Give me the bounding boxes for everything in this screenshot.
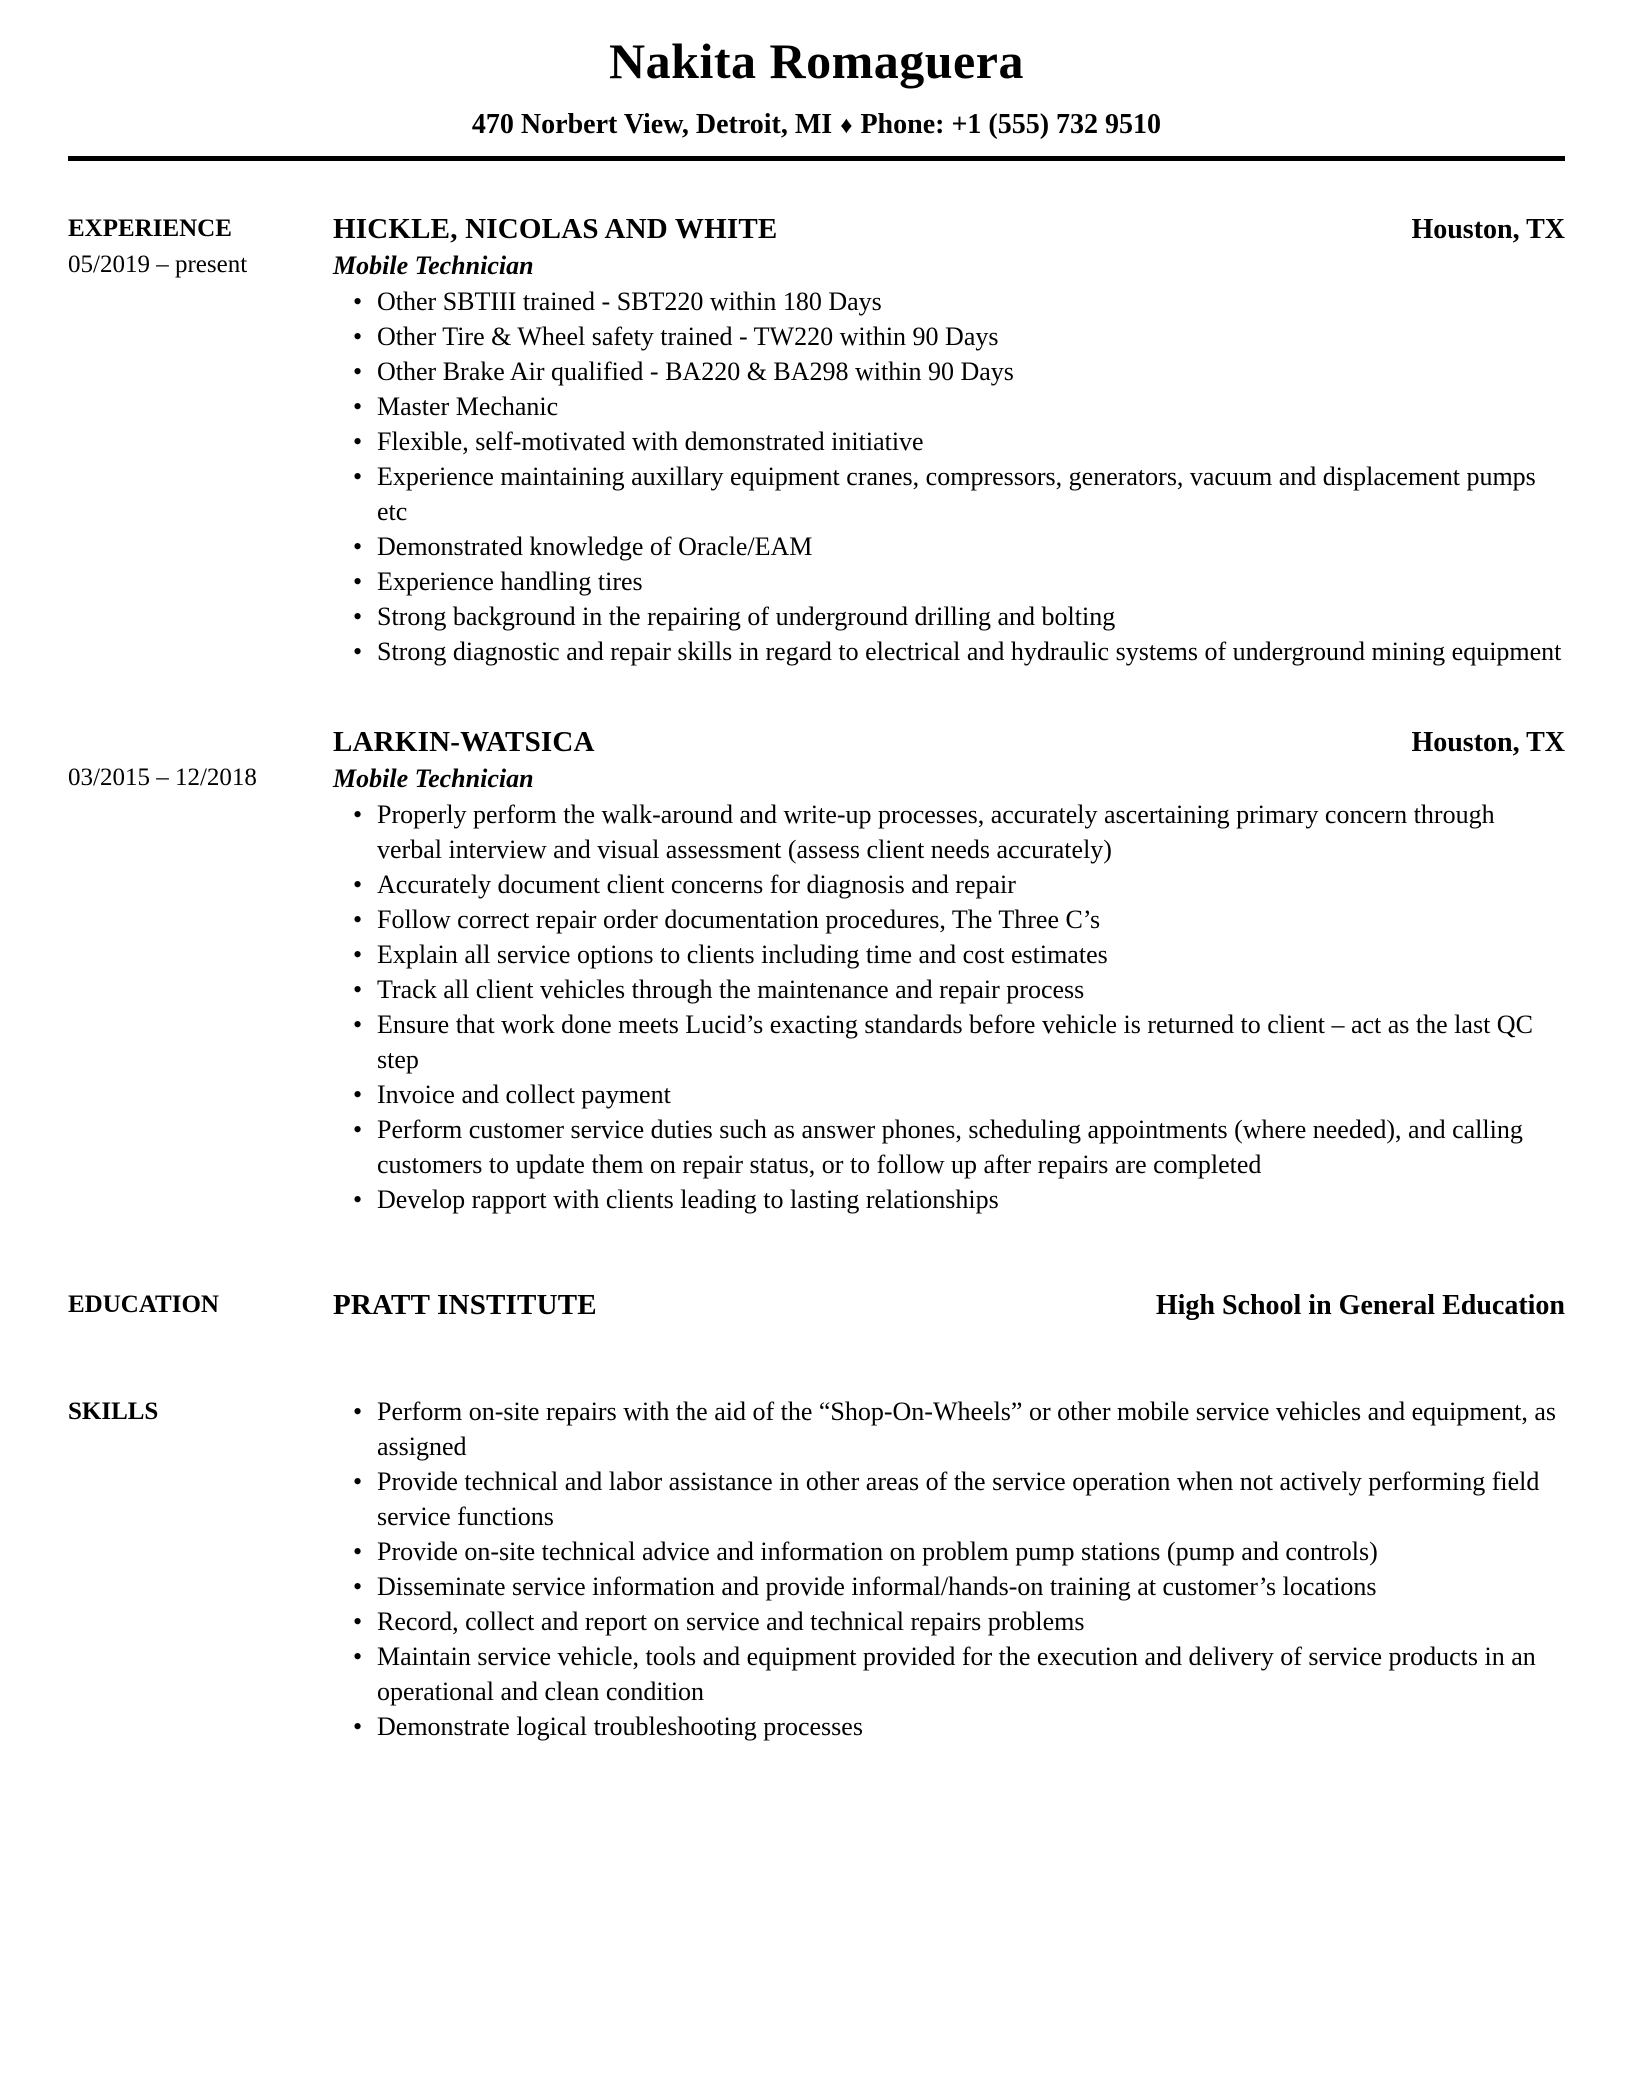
bullet-item: • Follow correct repair order documentation procedures, The Three C’s <box>377 902 1565 937</box>
skills-bullet-list <box>333 1394 1565 1744</box>
bullet-item: • Strong background in the repairing of underground drilling and bolting <box>377 599 1565 634</box>
bullet-item: • Invoice and collect payment <box>377 1077 1565 1112</box>
bullet-item: • Strong diagnostic and repair skills in regard to electrical and hydraulic systems of underground mining equipment <box>377 634 1565 669</box>
bullet-item: • Disseminate service information and provide informal/hands-on training at customer’s locations <box>377 1569 1565 1604</box>
job-1-header <box>333 211 1565 248</box>
job-2-dates: 03/2015 – 12/2018 <box>68 764 257 791</box>
experience-side-column <box>68 211 333 669</box>
job-2-title: Mobile Technician <box>333 764 534 793</box>
side-spacer <box>68 724 333 760</box>
job-2-company: LARKIN-WATSICA <box>333 726 595 758</box>
contact-line <box>68 108 1565 143</box>
bullet-item: • Flexible, self-motivated with demonstrated initiative <box>377 424 1565 459</box>
bullet-item: • Experience maintaining auxillary equipment cranes, compressors, generators, vacuum and displacement pumps etc <box>377 459 1565 529</box>
bullet-item: • Maintain service vehicle, tools and equipment provided for the execution and delivery of service products in an operational and clean condition <box>377 1639 1565 1709</box>
bullet-item: • Provide technical and labor assistance in other areas of the service operation when not actively performing field service functions <box>377 1464 1565 1534</box>
bullet-item: • Other Tire & Wheel safety trained - TW220 within 90 Days <box>377 319 1565 354</box>
job-2-location: Houston, TX <box>1411 727 1565 758</box>
bullet-item: • Perform on-site repairs with the aid of the “Shop-On-Wheels” or other mobile service vehicles and equipment, as assigned <box>377 1394 1565 1464</box>
education-side-column <box>68 1287 333 1324</box>
skills-content <box>333 1394 1565 1744</box>
header-divider <box>68 156 1565 161</box>
job-1-company: HICKLE, NICOLAS AND WHITE <box>333 213 778 245</box>
bullet-item: • Master Mechanic <box>377 389 1565 424</box>
section-label-skills: SKILLS <box>68 1398 159 1425</box>
bullet-item: • Experience handling tires <box>377 564 1565 599</box>
section-label-experience: EXPERIENCE <box>68 215 232 242</box>
job-1-dates: 05/2019 – present <box>68 251 248 278</box>
bullet-item: • Demonstrated knowledge of Oracle/EAM <box>377 529 1565 564</box>
job-1-content <box>333 211 1565 669</box>
skills-section <box>68 1394 1565 1744</box>
section-label-education: EDUCATION <box>68 1291 219 1318</box>
education-content <box>333 1287 1565 1324</box>
bullet-item: • Other SBTIII trained - SBT220 within 180 Days <box>377 284 1565 319</box>
bullet-item: • Perform customer service duties such as answer phones, scheduling appointments (where needed), and calling customers to update them on repair status, or to follow up after repairs are completed <box>377 1112 1565 1182</box>
bullet-item: • Properly perform the walk-around and write-up processes, accurately ascertaining primary concern through verbal interview and visual assessment (assess client needs accurately) <box>377 797 1565 867</box>
degree-name: High School in General Education <box>1155 1290 1565 1321</box>
job-1-title: Mobile Technician <box>333 251 534 280</box>
address-text: 470 Norbert View, Detroit, MI <box>471 109 833 140</box>
experience-job-1 <box>68 211 1565 669</box>
bullet-item: • Ensure that work done meets Lucid’s exacting standards before vehicle is returned to client – act as the last QC step <box>377 1007 1565 1077</box>
experience-job-2 <box>68 724 1565 1217</box>
candidate-name: Nakita Romaguera <box>609 33 1024 89</box>
bullet-item: • Explain all service options to clients including time and cost estimates <box>377 937 1565 972</box>
job-1-location: Houston, TX <box>1411 214 1565 245</box>
education-header <box>333 1287 1565 1324</box>
education-section <box>68 1287 1565 1324</box>
job-2-header <box>333 724 1565 761</box>
job-1-bullet-list <box>333 284 1565 669</box>
school-name: PRATT INSTITUTE <box>333 1289 597 1321</box>
bullet-item: • Track all client vehicles through the maintenance and repair process <box>377 972 1565 1007</box>
job-2-content <box>333 724 1565 1217</box>
phone-text: Phone: +1 (555) 732 9510 <box>860 109 1162 140</box>
bullet-item: • Accurately document client concerns for diagnosis and repair <box>377 867 1565 902</box>
bullet-item: • Provide on-site technical advice and information on problem pump stations (pump and controls) <box>377 1534 1565 1569</box>
bullet-item: • Develop rapport with clients leading to lasting relationships <box>377 1182 1565 1217</box>
diamond-separator-icon: ♦ <box>840 113 853 139</box>
skills-side-column <box>68 1394 333 1744</box>
bullet-item: • Demonstrate logical troubleshooting processes <box>377 1709 1565 1744</box>
resume-header <box>68 30 1565 161</box>
bullet-item: • Record, collect and report on service and technical repairs problems <box>377 1604 1565 1639</box>
job-2-bullet-list <box>333 797 1565 1217</box>
job-2-side-column <box>68 724 333 1217</box>
bullet-item: • Other Brake Air qualified - BA220 & BA298 within 90 Days <box>377 354 1565 389</box>
